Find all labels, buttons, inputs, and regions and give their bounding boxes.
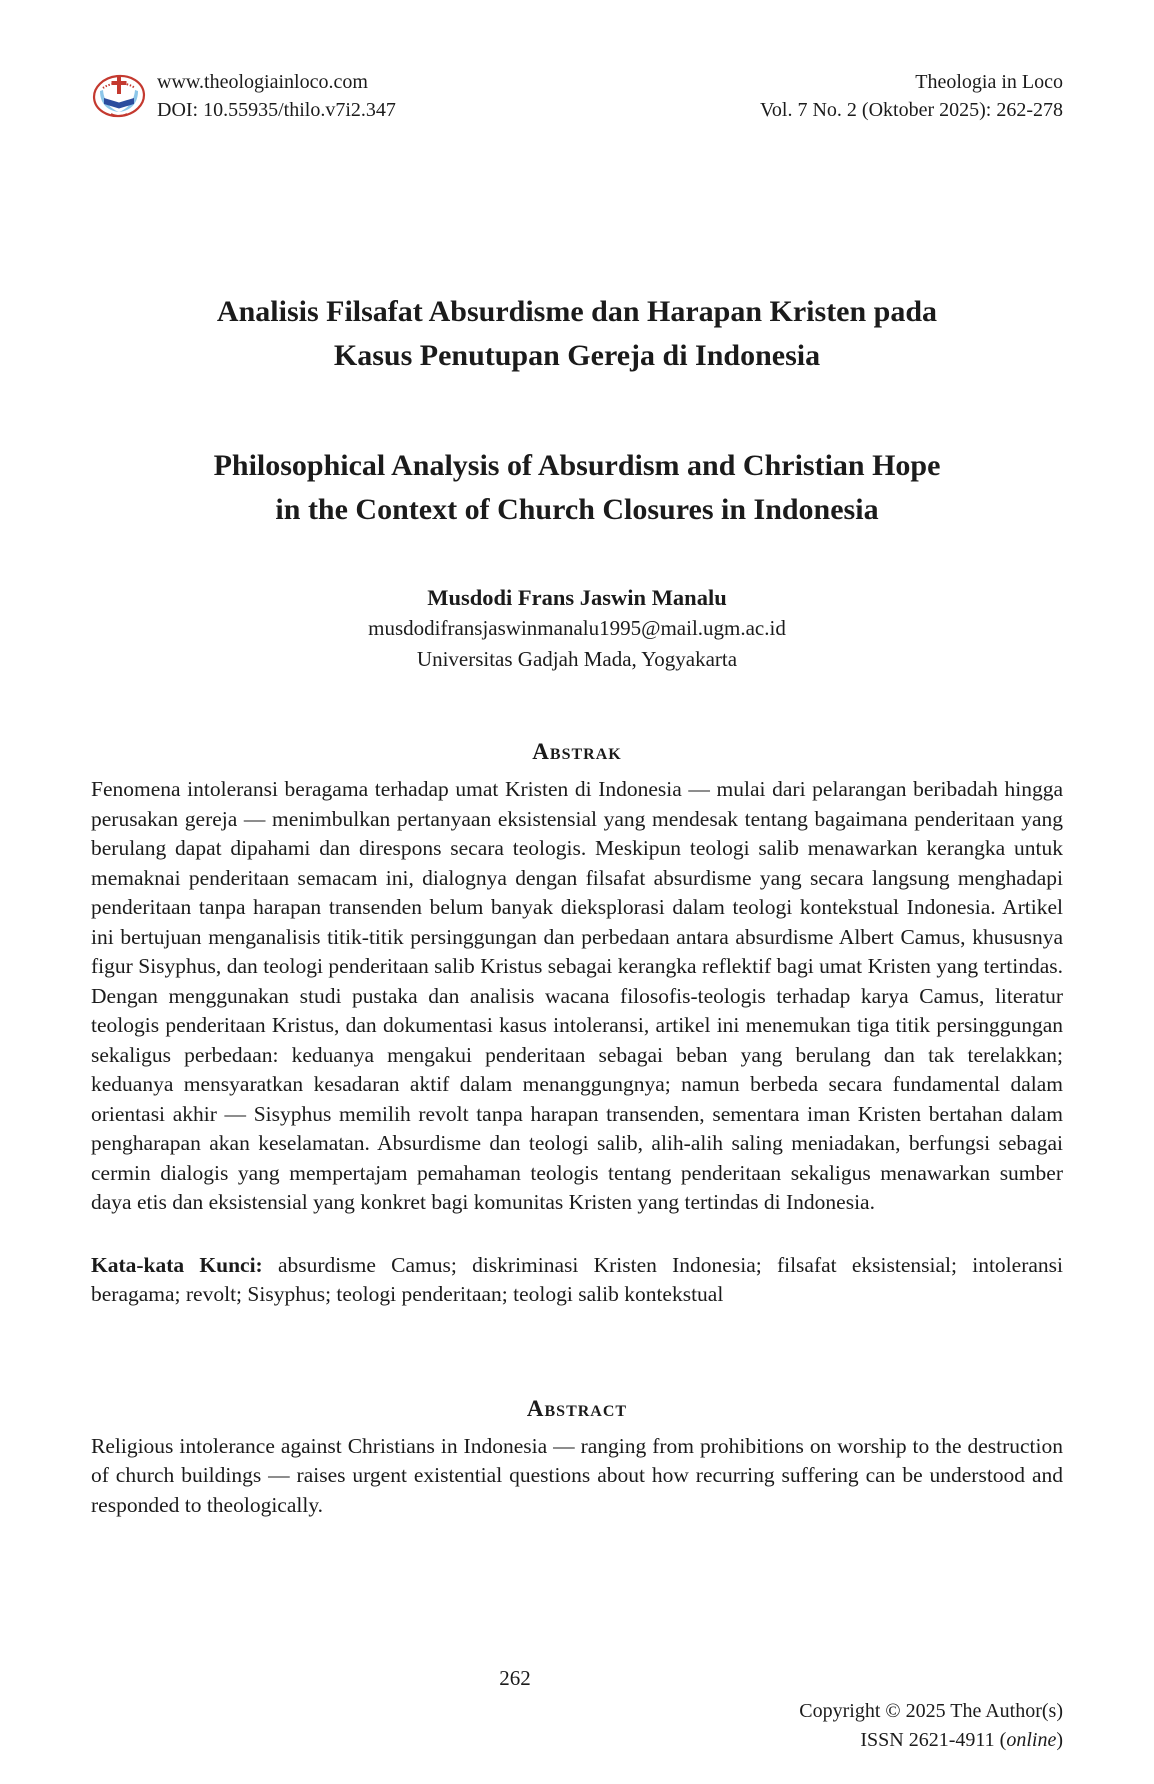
journal-issue-info: Vol. 7 No. 2 (Oktober 2025): 262-278 xyxy=(760,99,1063,121)
keywords-list: absurdisme Camus; diskriminasi Kristen Indonesia; filsafat eksistensial; intoleransi beragama; revolt; Sisyphus; teologi penderitaan; teologi salib kontekstual xyxy=(91,1252,1063,1306)
footer-copyright-block xyxy=(799,1697,1063,1755)
journal-website: www.theologiainloco.com xyxy=(157,71,368,93)
journal-identifiers xyxy=(157,68,396,124)
journal-header-right xyxy=(760,68,1063,124)
issn-prefix: ISSN 2621-4911 ( xyxy=(860,1729,1007,1751)
page-number: 262 xyxy=(499,1666,531,1690)
issn-line xyxy=(799,1726,1063,1755)
keywords-label: Kata-kata Kunci: xyxy=(91,1252,263,1277)
journal-name: Theologia in Loco xyxy=(915,71,1063,93)
issn-suffix: ) xyxy=(1056,1729,1063,1751)
logo-cross-horizontal xyxy=(112,81,127,85)
abstrak-body: Fenomena intoleransi beragama terhadap umat Kristen di Indonesia — mulai dari pelarangan beribadah hingga perusakan gereja — menimbulkan pertanyaan eksistensial yang mendesak tentang bagaimana penderitaan yang berulang dapat dipahami dan direspons secara teologis. Meskipun teologi salib menawarkan kerangka untuk memaknai penderitaan semacam ini, dialognya dengan filsafat absurdisme yang secara langsung menghadapi penderitaan tanpa harapan transenden belum banyak dieksplorasi dalam teologi kontekstual Indonesia. Artikel ini bertujuan menganalisis titik-titik persinggungan dan perbedaan antara absurdisme Albert Camus, khususnya figur Sisyphus, dan teologi penderitaan salib Kristus sebagai kerangka reflektif bagi umat Kristen yang tertindas. Dengan menggunakan studi pustaka dan analisis wacana filosofis-teologis terhadap karya Camus, literatur teologis penderitaan Kristus, dan dokumentasi kasus intoleransi, artikel ini menemukan tiga titik persinggungan sekaligus perbedaan: keduanya mengakui penderitaan sebagai beban yang berulang dan tak terelakkan; keduanya mensyaratkan kesadaran aktif dalam menanggungnya; namun berbeda secara fundamental dalam orientasi akhir — Sisyphus memilih revolt tanpa harapan transenden, sementara iman Kristen bertahan dalam pengharapan akan keselamatan. Absurdisme dan teologi salib, alih-alih saling meniadakan, berfungsi sebagai cermin dialogis yang mempertajam pemahaman teologis tentang penderitaan sekaligus menawarkan sumber daya etis dan eksistensial yang konkret bagi komunitas Kristen yang tertindas di Indonesia. xyxy=(91,777,1063,1214)
title-line: Kasus Penutupan Gereja di Indonesia xyxy=(333,339,821,372)
issn-online-word: online xyxy=(1006,1729,1057,1751)
abstract-body: Religious intolerance against Christians in Indonesia — ranging from prohibitions on worship to the destruction of church buildings — raises urgent existential questions about how recurring suffering can be understood and responded to theologically. xyxy=(91,1433,1063,1517)
title-line: in the Context of Church Closures in Indonesia xyxy=(275,493,879,526)
article-title-english xyxy=(91,444,1063,532)
copyright-line: Copyright © 2025 The Author(s) xyxy=(799,1700,1063,1722)
journal-header-left xyxy=(91,68,396,124)
author-affiliation: Universitas Gadjah Mada, Yogyakarta xyxy=(416,647,738,671)
journal-doi: DOI: 10.55935/thilo.v7i2.347 xyxy=(157,99,396,121)
journal-logo-icon xyxy=(91,69,147,121)
abstrak-heading: Abstrak xyxy=(532,739,622,764)
author-name: Musdodi Frans Jaswin Manalu xyxy=(427,585,727,610)
title-line: Philosophical Analysis of Absurdism and Christian Hope xyxy=(213,449,941,482)
journal-header xyxy=(91,0,1063,124)
logo-ribbon xyxy=(111,114,127,116)
title-line: Analisis Filsafat Absurdisme dan Harapan Kristen pada xyxy=(216,295,938,328)
keywords-paragraph xyxy=(91,1251,1063,1310)
abstract-heading: Abstract xyxy=(526,1395,628,1421)
author-email: musdodifransjaswinmanalu1995@mail.ugm.ac.id xyxy=(368,616,786,640)
author-block xyxy=(91,582,1063,675)
article-title-indonesian xyxy=(91,290,1063,378)
